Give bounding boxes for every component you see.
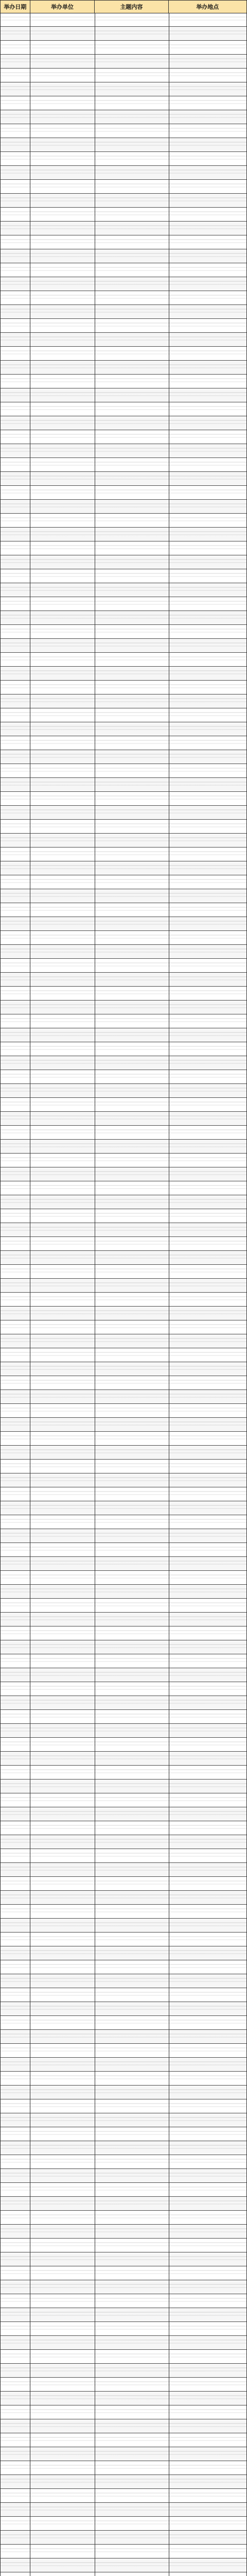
header-date: 举办日期 — [1, 1, 30, 13]
table-grid — [1, 13, 246, 2576]
header-organizer: 举办单位 — [30, 1, 95, 13]
header-topic: 主题内容 — [95, 1, 168, 13]
header-location: 举办地点 — [196, 4, 219, 10]
table-body — [1, 13, 246, 2576]
table-header — [1, 1, 246, 13]
